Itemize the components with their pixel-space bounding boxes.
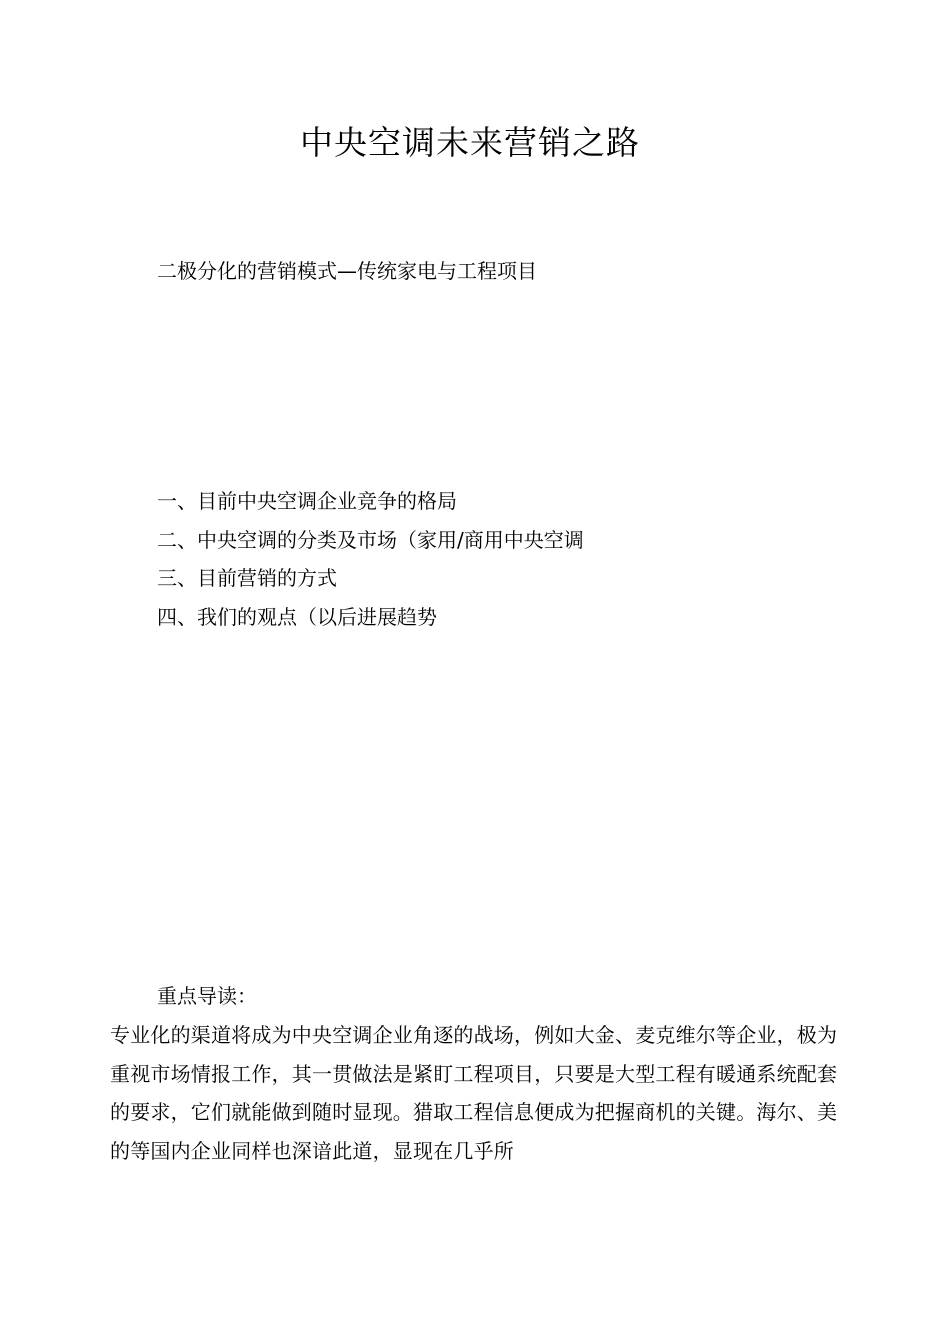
body-paragraph: 专业化的渠道将成为中央空调企业角逐的战场，例如大金、麦克维尔等企业，极为重视市场情报工作，其一贯做法是紧盯工程项目，只要是大型工程有暖通系统配套的要求，它们就能做到随时显现。猎取工程信息便成为把握商机的关键。海尔、美的等国内企业同样也深谙此道，显现在几乎所 — [110, 1023, 838, 1163]
key-reading-heading: 重点导读： — [157, 984, 257, 1008]
toc-item-1: 一、目前中央空调企业竞争的格局 — [157, 489, 457, 513]
toc-item-2: 二、中央空调的分类及市场（家用/商用中央空调 — [157, 527, 584, 552]
toc-item-4: 四、我们的观点（以后进展趋势 — [157, 604, 437, 629]
document-subtitle: 二极分化的营销模式—传统家电与工程项目 — [157, 259, 537, 283]
toc-item-3: 三、目前营销的方式 — [157, 566, 337, 590]
table-of-contents — [157, 482, 584, 636]
document-title: 中央空调未来营销之路 — [300, 123, 640, 162]
